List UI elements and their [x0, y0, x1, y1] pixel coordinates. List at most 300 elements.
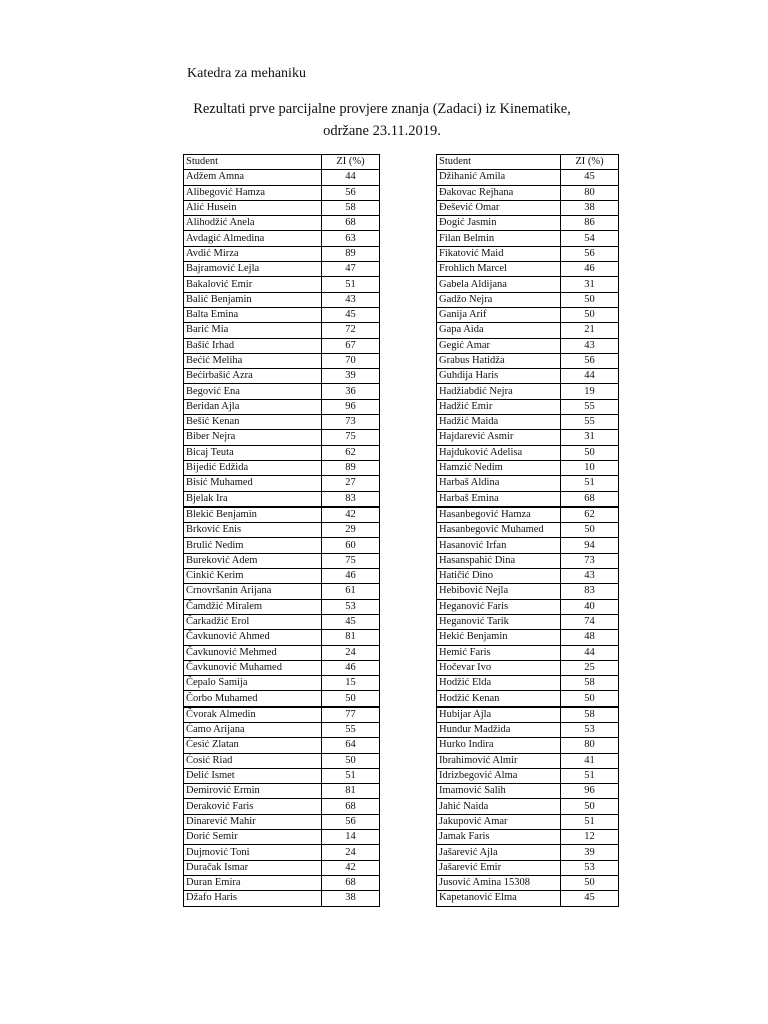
student-name-cell: Deraković Faris — [184, 799, 322, 814]
score-cell: 58 — [561, 707, 619, 723]
score-cell: 44 — [561, 369, 619, 384]
table-row — [437, 630, 619, 645]
student-name-cell: Hekić Benjamin — [437, 630, 561, 645]
table-row — [437, 830, 619, 845]
score-cell: 45 — [561, 891, 619, 906]
student-name-cell: Dinarević Mahir — [184, 814, 322, 829]
student-name-cell: Džafo Haris — [184, 891, 322, 906]
table-row — [437, 645, 619, 660]
score-cell: 51 — [561, 476, 619, 491]
table-row — [437, 814, 619, 829]
score-cell: 45 — [561, 170, 619, 185]
table-row — [437, 676, 619, 691]
table-header-row — [437, 155, 619, 170]
score-cell: 68 — [322, 216, 380, 231]
student-name-cell: Hadžiabdić Nejra — [437, 384, 561, 399]
student-name-cell: Gabela Aldijana — [437, 277, 561, 292]
score-cell: 60 — [322, 538, 380, 553]
score-cell: 19 — [561, 384, 619, 399]
score-cell: 38 — [322, 891, 380, 906]
student-name-cell: Hodžić Kenan — [437, 691, 561, 707]
score-cell: 83 — [322, 491, 380, 507]
table-row — [184, 784, 380, 799]
student-name-cell: Harbaš Emina — [437, 491, 561, 507]
student-name-cell: Alihodžić Anela — [184, 216, 322, 231]
score-cell: 53 — [322, 599, 380, 614]
table-row — [437, 231, 619, 246]
score-cell: 89 — [322, 246, 380, 261]
student-name-cell: Demirović Ermin — [184, 784, 322, 799]
table-row — [437, 553, 619, 568]
student-name-cell: Čorbo Muhamed — [184, 691, 322, 707]
score-cell: 64 — [322, 738, 380, 753]
score-cell: 72 — [322, 323, 380, 338]
student-name-cell: Bećirbašić Azra — [184, 369, 322, 384]
table-row — [184, 814, 380, 829]
score-cell: 39 — [561, 845, 619, 860]
score-cell: 36 — [322, 384, 380, 399]
table-row — [184, 845, 380, 860]
student-name-cell: Guhdija Haris — [437, 369, 561, 384]
student-name-cell: Gapa Aida — [437, 323, 561, 338]
table-row — [184, 830, 380, 845]
table-row — [437, 399, 619, 414]
table-row — [437, 660, 619, 675]
score-cell: 63 — [322, 231, 380, 246]
student-name-cell: Hajdarević Asmir — [437, 430, 561, 445]
student-name-cell: Đešević Omar — [437, 200, 561, 215]
table-row — [437, 523, 619, 538]
student-name-cell: Brković Enis — [184, 523, 322, 538]
table-row — [437, 323, 619, 338]
student-name-cell: Duran Emira — [184, 875, 322, 890]
student-name-cell: Jakupović Amar — [437, 814, 561, 829]
score-cell: 43 — [322, 292, 380, 307]
score-cell: 43 — [561, 569, 619, 584]
student-name-cell: Balić Benjamin — [184, 292, 322, 307]
table-row — [184, 569, 380, 584]
results-table-left — [183, 154, 380, 907]
score-cell: 81 — [322, 630, 380, 645]
table-row — [437, 185, 619, 200]
score-cell: 51 — [561, 814, 619, 829]
score-cell: 68 — [322, 799, 380, 814]
score-cell: 47 — [322, 262, 380, 277]
score-cell: 62 — [322, 445, 380, 460]
table-row — [184, 523, 380, 538]
table-row — [184, 231, 380, 246]
student-name-cell: Đogić Jasmin — [437, 216, 561, 231]
score-cell: 21 — [561, 323, 619, 338]
table-row — [184, 738, 380, 753]
score-cell: 68 — [322, 875, 380, 890]
table-row — [184, 415, 380, 430]
score-cell: 38 — [561, 200, 619, 215]
student-name-cell: Heganović Tarik — [437, 614, 561, 629]
table-row — [437, 707, 619, 723]
student-name-cell: Kapetanović Elma — [437, 891, 561, 906]
table-row — [184, 384, 380, 399]
student-name-cell: Ćosić Riad — [184, 753, 322, 768]
score-cell: 70 — [322, 353, 380, 368]
student-name-cell: Hatičić Dino — [437, 569, 561, 584]
score-cell: 15 — [322, 676, 380, 691]
table-row — [184, 722, 380, 737]
student-name-cell: Duračak Ismar — [184, 860, 322, 875]
column-header-score: ZI (%) — [561, 155, 619, 170]
student-name-cell: Avdić Mirza — [184, 246, 322, 261]
table-row — [437, 799, 619, 814]
table-row — [184, 875, 380, 890]
table-row — [184, 799, 380, 814]
table-row — [437, 875, 619, 890]
score-cell: 46 — [561, 262, 619, 277]
student-name-cell: Brulić Nedim — [184, 538, 322, 553]
student-name-cell: Hajduković Adelisa — [437, 445, 561, 460]
table-row — [184, 630, 380, 645]
student-name-cell: Čamdžić Miralem — [184, 599, 322, 614]
table-row — [184, 491, 380, 507]
score-cell: 89 — [322, 460, 380, 475]
student-name-cell: Hamzić Nedim — [437, 460, 561, 475]
student-name-cell: Čepalo Samija — [184, 676, 322, 691]
table-row — [184, 430, 380, 445]
table-row — [437, 338, 619, 353]
student-name-cell: Avdagić Almedina — [184, 231, 322, 246]
table-row — [437, 569, 619, 584]
score-cell: 58 — [561, 676, 619, 691]
table-row — [437, 614, 619, 629]
table-row — [437, 353, 619, 368]
student-name-cell: Bajramović Lejla — [184, 262, 322, 277]
score-cell: 50 — [561, 523, 619, 538]
student-name-cell: Alić Husein — [184, 200, 322, 215]
score-cell: 55 — [322, 722, 380, 737]
score-cell: 58 — [322, 200, 380, 215]
table-row — [184, 476, 380, 491]
score-cell: 56 — [561, 353, 619, 368]
table-row — [437, 753, 619, 768]
score-cell: 53 — [561, 860, 619, 875]
results-subtitle — [150, 98, 614, 142]
table-row — [184, 445, 380, 460]
table-row — [437, 430, 619, 445]
table-row — [437, 277, 619, 292]
student-name-cell: Fikatović Maid — [437, 246, 561, 261]
score-cell: 77 — [322, 707, 380, 723]
score-cell: 31 — [561, 277, 619, 292]
score-cell: 80 — [561, 185, 619, 200]
student-name-cell: Frohlich Marcel — [437, 262, 561, 277]
table-row — [437, 262, 619, 277]
table-row — [437, 845, 619, 860]
score-cell: 56 — [322, 814, 380, 829]
student-name-cell: Jusović Amina 15308 — [437, 875, 561, 890]
score-cell: 74 — [561, 614, 619, 629]
score-cell: 50 — [561, 292, 619, 307]
table-row — [437, 891, 619, 906]
student-name-cell: Jahić Naida — [437, 799, 561, 814]
table-row — [184, 200, 380, 215]
table-row — [184, 891, 380, 906]
table-row — [184, 507, 380, 523]
score-cell: 53 — [561, 722, 619, 737]
score-cell: 55 — [561, 399, 619, 414]
table-row — [437, 369, 619, 384]
student-name-cell: Čarkadžić Erol — [184, 614, 322, 629]
student-name-cell: Hurko Indira — [437, 738, 561, 753]
table-row — [437, 384, 619, 399]
table-header-row — [184, 155, 380, 170]
score-cell: 55 — [561, 415, 619, 430]
score-cell: 73 — [561, 553, 619, 568]
table-row — [437, 538, 619, 553]
score-cell: 67 — [322, 338, 380, 353]
student-name-cell: Hubijar Ajla — [437, 707, 561, 723]
table-row — [437, 216, 619, 231]
table-row — [184, 307, 380, 322]
score-cell: 73 — [322, 415, 380, 430]
table-row — [437, 860, 619, 875]
score-cell: 12 — [561, 830, 619, 845]
student-name-cell: Bakalović Emir — [184, 277, 322, 292]
student-name-cell: Bicaj Teuta — [184, 445, 322, 460]
student-name-cell: Jamak Faris — [437, 830, 561, 845]
student-name-cell: Hodžić Elda — [437, 676, 561, 691]
score-cell: 75 — [322, 430, 380, 445]
student-name-cell: Hebibović Nejla — [437, 584, 561, 599]
student-name-cell: Blekić Benjamin — [184, 507, 322, 523]
student-name-cell: Bašić Irhad — [184, 338, 322, 353]
table-row — [437, 738, 619, 753]
table-row — [184, 860, 380, 875]
table-row — [437, 507, 619, 523]
student-name-cell: Dujmović Toni — [184, 845, 322, 860]
table-row — [437, 722, 619, 737]
student-name-cell: Hundur Madžida — [437, 722, 561, 737]
student-name-cell: Grabus Hatidža — [437, 353, 561, 368]
student-name-cell: Hadžić Emir — [437, 399, 561, 414]
table-row — [437, 476, 619, 491]
table-row — [184, 584, 380, 599]
student-name-cell: Beridan Ajla — [184, 399, 322, 414]
score-cell: 46 — [322, 660, 380, 675]
score-cell: 41 — [561, 753, 619, 768]
student-name-cell: Ćesić Zlatan — [184, 738, 322, 753]
table-row — [437, 491, 619, 507]
table-row — [184, 399, 380, 414]
table-row — [184, 768, 380, 783]
student-name-cell: Hemić Faris — [437, 645, 561, 660]
student-name-cell: Hočevar Ivo — [437, 660, 561, 675]
score-cell: 51 — [322, 277, 380, 292]
column-header-score: ZI (%) — [322, 155, 380, 170]
student-name-cell: Ganija Arif — [437, 307, 561, 322]
table-row — [184, 660, 380, 675]
score-cell: 62 — [561, 507, 619, 523]
student-name-cell: Bjelak Ira — [184, 491, 322, 507]
table-row — [184, 538, 380, 553]
table-row — [437, 307, 619, 322]
score-cell: 48 — [561, 630, 619, 645]
table-row — [437, 445, 619, 460]
score-cell: 54 — [561, 231, 619, 246]
table-row — [437, 246, 619, 261]
student-name-cell: Bešić Kenan — [184, 415, 322, 430]
student-name-cell: Čavkunović Mehmed — [184, 645, 322, 660]
student-name-cell: Barić Mia — [184, 323, 322, 338]
score-cell: 50 — [561, 799, 619, 814]
score-cell: 46 — [322, 569, 380, 584]
student-name-cell: Adžem Amna — [184, 170, 322, 185]
student-name-cell: Hasanspahić Dina — [437, 553, 561, 568]
score-cell: 14 — [322, 830, 380, 845]
score-cell: 39 — [322, 369, 380, 384]
score-cell: 56 — [322, 185, 380, 200]
table-row — [184, 338, 380, 353]
student-name-cell: Jašarević Emir — [437, 860, 561, 875]
table-row — [184, 753, 380, 768]
table-row — [184, 246, 380, 261]
table-row — [437, 584, 619, 599]
results-table-right — [436, 154, 619, 907]
student-name-cell: Čvorak Almedin — [184, 707, 322, 723]
column-header-student: Student — [184, 155, 322, 170]
student-name-cell: Ćamo Arijana — [184, 722, 322, 737]
table-row — [184, 353, 380, 368]
score-cell: 24 — [322, 645, 380, 660]
student-name-cell: Biber Nejra — [184, 430, 322, 445]
score-cell: 50 — [561, 445, 619, 460]
table-row — [437, 460, 619, 475]
score-cell: 50 — [561, 875, 619, 890]
table-row — [184, 599, 380, 614]
table-row — [437, 292, 619, 307]
student-name-cell: Hadžić Maida — [437, 415, 561, 430]
table-row — [184, 170, 380, 185]
score-cell: 51 — [561, 768, 619, 783]
table-row — [184, 185, 380, 200]
student-name-cell: Bijedić Edžida — [184, 460, 322, 475]
score-cell: 50 — [322, 753, 380, 768]
student-name-cell: Čavkunović Muhamed — [184, 660, 322, 675]
table-row — [184, 707, 380, 723]
table-row — [184, 369, 380, 384]
score-cell: 24 — [322, 845, 380, 860]
table-row — [184, 645, 380, 660]
score-cell: 31 — [561, 430, 619, 445]
student-name-cell: Džihanić Amila — [437, 170, 561, 185]
score-cell: 50 — [561, 307, 619, 322]
student-name-cell: Ibrahimović Almir — [437, 753, 561, 768]
table-row — [184, 614, 380, 629]
student-name-cell: Gadžo Nejra — [437, 292, 561, 307]
student-name-cell: Jašarević Ajla — [437, 845, 561, 860]
column-header-student: Student — [437, 155, 561, 170]
score-cell: 50 — [322, 691, 380, 707]
score-cell: 42 — [322, 860, 380, 875]
score-cell: 61 — [322, 584, 380, 599]
score-cell: 68 — [561, 491, 619, 507]
student-name-cell: Gegić Amar — [437, 338, 561, 353]
table-row — [184, 292, 380, 307]
score-cell: 50 — [561, 691, 619, 707]
score-cell: 86 — [561, 216, 619, 231]
table-row — [184, 216, 380, 231]
score-cell: 51 — [322, 768, 380, 783]
subtitle-line-2: održane 23.11.2019. — [323, 123, 441, 139]
table-row — [184, 676, 380, 691]
table-row — [184, 323, 380, 338]
student-name-cell: Čavkunović Ahmed — [184, 630, 322, 645]
score-cell: 29 — [322, 523, 380, 538]
score-cell: 81 — [322, 784, 380, 799]
table-row — [184, 691, 380, 707]
table-row — [437, 599, 619, 614]
table-row — [437, 200, 619, 215]
score-cell: 80 — [561, 738, 619, 753]
student-name-cell: Idrizbegović Alma — [437, 768, 561, 783]
score-cell: 94 — [561, 538, 619, 553]
score-cell: 75 — [322, 553, 380, 568]
score-cell: 45 — [322, 307, 380, 322]
table-row — [437, 170, 619, 185]
student-name-cell: Delić Ismet — [184, 768, 322, 783]
table-row — [184, 262, 380, 277]
student-name-cell: Bećić Meliha — [184, 353, 322, 368]
department-title: Katedra za mehaniku — [187, 66, 306, 81]
table-row — [184, 553, 380, 568]
score-cell: 45 — [322, 614, 380, 629]
student-name-cell: Đakovac Rejhana — [437, 185, 561, 200]
student-name-cell: Harbaš Aldina — [437, 476, 561, 491]
score-cell: 27 — [322, 476, 380, 491]
score-cell: 44 — [322, 170, 380, 185]
table-row — [184, 277, 380, 292]
student-name-cell: Hasanbegović Muhamed — [437, 523, 561, 538]
score-cell: 40 — [561, 599, 619, 614]
subtitle-line-1: Rezultati prve parcijalne provjere znanja (Zadaci) iz Kinematike, — [193, 101, 571, 117]
student-name-cell: Crnovršanin Arijana — [184, 584, 322, 599]
student-name-cell: Bureković Adem — [184, 553, 322, 568]
score-cell: 42 — [322, 507, 380, 523]
score-cell: 56 — [561, 246, 619, 261]
table-row — [437, 415, 619, 430]
table-row — [437, 768, 619, 783]
score-cell: 43 — [561, 338, 619, 353]
score-cell: 25 — [561, 660, 619, 675]
student-name-cell: Imamović Salih — [437, 784, 561, 799]
table-row — [437, 691, 619, 707]
student-name-cell: Alibegović Hamza — [184, 185, 322, 200]
student-name-cell: Balta Emina — [184, 307, 322, 322]
table-row — [437, 784, 619, 799]
score-cell: 96 — [322, 399, 380, 414]
student-name-cell: Bisić Muhamed — [184, 476, 322, 491]
table-row — [184, 460, 380, 475]
score-cell: 10 — [561, 460, 619, 475]
student-name-cell: Cinkić Kerim — [184, 569, 322, 584]
student-name-cell: Begović Ena — [184, 384, 322, 399]
student-name-cell: Hasanović Irfan — [437, 538, 561, 553]
student-name-cell: Filan Belmin — [437, 231, 561, 246]
student-name-cell: Dorić Semir — [184, 830, 322, 845]
student-name-cell: Heganović Faris — [437, 599, 561, 614]
student-name-cell: Hasanbegović Hamza — [437, 507, 561, 523]
score-cell: 96 — [561, 784, 619, 799]
score-cell: 83 — [561, 584, 619, 599]
score-cell: 44 — [561, 645, 619, 660]
